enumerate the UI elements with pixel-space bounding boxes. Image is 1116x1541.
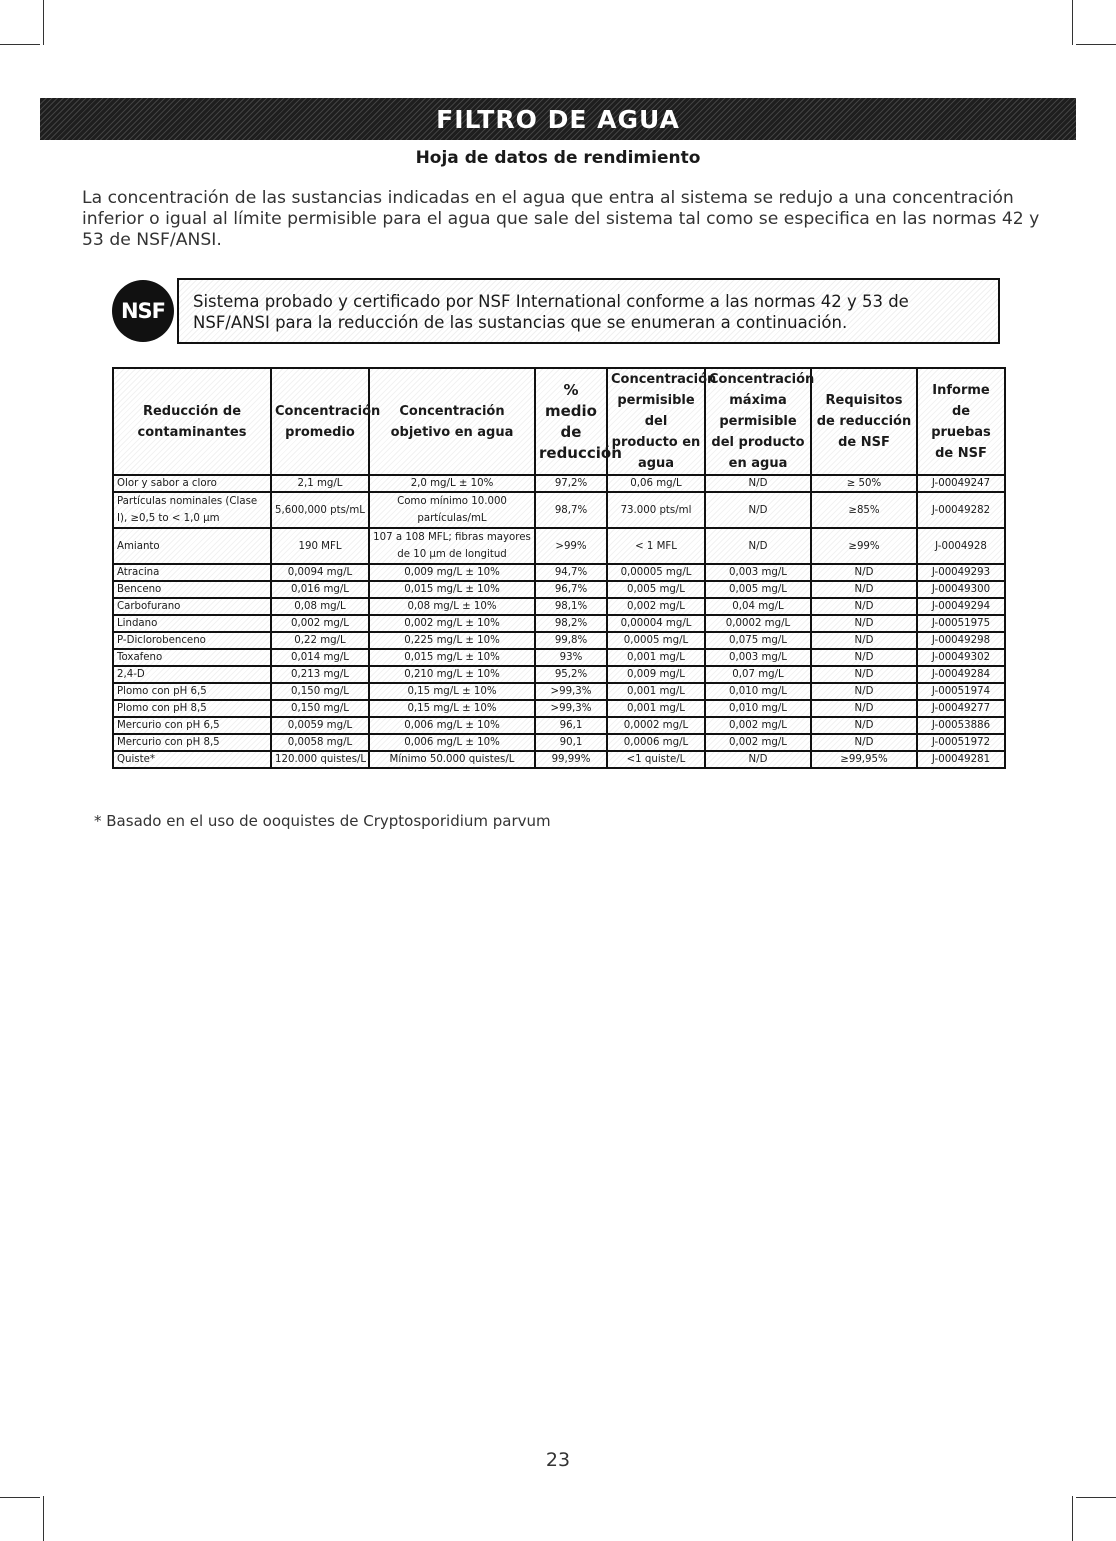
table-cell: 0,002 mg/L	[705, 717, 811, 734]
column-header: Requisitos de reducción de NSF	[811, 368, 917, 475]
table-cell: 0,002 mg/L	[607, 598, 705, 615]
table-cell: Benceno	[113, 581, 271, 598]
table-cell: 2,0 mg/L ± 10%	[369, 475, 535, 492]
table-cell: Partículas nominales (Clase I), ≥0,5 to < 1,0 µm	[113, 492, 271, 528]
table-cell: Olor y sabor a cloro	[113, 475, 271, 492]
table-cell: N/D	[811, 717, 917, 734]
table-cell: 0,006 mg/L ± 10%	[369, 734, 535, 751]
table-cell: J-00051974	[917, 683, 1005, 700]
table-cell: Atracina	[113, 564, 271, 581]
table-cell: 0,075 mg/L	[705, 632, 811, 649]
table-cell: 0,001 mg/L	[607, 649, 705, 666]
table-cell: 107 a 108 MFL; fibras mayores de 10 µm de longitud	[369, 528, 535, 564]
crop-mark-bottom-right-h	[1076, 1497, 1116, 1498]
table-cell: J-00049277	[917, 700, 1005, 717]
section-banner	[40, 98, 1076, 140]
table-row	[113, 717, 1005, 734]
table-cell: J-0004928	[917, 528, 1005, 564]
table-cell: 2,1 mg/L	[271, 475, 369, 492]
crop-mark-top-left-v	[43, 0, 44, 45]
column-header: Concentración permisible del producto en agua	[607, 368, 705, 475]
table-cell: 0,07 mg/L	[705, 666, 811, 683]
table-cell: 0,009 mg/L ± 10%	[369, 564, 535, 581]
table-cell: Lindano	[113, 615, 271, 632]
table-cell: J-00053886	[917, 717, 1005, 734]
table-row	[113, 492, 1005, 528]
table-cell: 0,005 mg/L	[705, 581, 811, 598]
table-row	[113, 615, 1005, 632]
table-cell: J-00049302	[917, 649, 1005, 666]
table-cell: J-00049247	[917, 475, 1005, 492]
table-cell: 93%	[535, 649, 607, 666]
table-cell: Mínimo 50.000 quistes/L	[369, 751, 535, 768]
table-cell: 0,015 mg/L ± 10%	[369, 649, 535, 666]
table-cell: 0,150 mg/L	[271, 700, 369, 717]
table-row	[113, 564, 1005, 581]
table-cell: 96,1	[535, 717, 607, 734]
table-cell: N/D	[811, 581, 917, 598]
table-cell: J-00049298	[917, 632, 1005, 649]
table-cell: 0,014 mg/L	[271, 649, 369, 666]
table-cell: Carbofurano	[113, 598, 271, 615]
crop-mark-top-right-v	[1072, 0, 1073, 45]
table-cell: 2,4-D	[113, 666, 271, 683]
table-cell: 5,600,000 pts/mL	[271, 492, 369, 528]
table-header-row	[113, 368, 1005, 475]
column-header: Concentración objetivo en agua	[369, 368, 535, 475]
table-row	[113, 475, 1005, 492]
table-cell: >99,3%	[535, 683, 607, 700]
table-cell: 0,002 mg/L ± 10%	[369, 615, 535, 632]
table-row	[113, 666, 1005, 683]
table-cell: 0,06 mg/L	[607, 475, 705, 492]
table-cell: 0,210 mg/L ± 10%	[369, 666, 535, 683]
table-cell: 96,7%	[535, 581, 607, 598]
table-cell: ≥99,95%	[811, 751, 917, 768]
table-cell: < 1 MFL	[607, 528, 705, 564]
table-cell: 0,213 mg/L	[271, 666, 369, 683]
table-row	[113, 700, 1005, 717]
certification-text: Sistema probado y certificado por NSF International conforme a las normas 42 y 53 de NSF/ANSI para la reducción de las sustancias que se enumeran a continuación.	[193, 292, 909, 332]
table-cell: >99,3%	[535, 700, 607, 717]
table-cell: 0,0002 mg/L	[705, 615, 811, 632]
table-cell: ≥85%	[811, 492, 917, 528]
table-cell: 0,001 mg/L	[607, 683, 705, 700]
table-cell: 0,002 mg/L	[271, 615, 369, 632]
table-cell: ≥99%	[811, 528, 917, 564]
table-cell: 0,005 mg/L	[607, 581, 705, 598]
table-cell: Amianto	[113, 528, 271, 564]
crop-mark-bottom-right-v	[1072, 1496, 1073, 1541]
table-cell: N/D	[705, 751, 811, 768]
table-cell: 0,150 mg/L	[271, 683, 369, 700]
table-row	[113, 581, 1005, 598]
table-cell: 120.000 quistes/L	[271, 751, 369, 768]
crop-mark-top-left-h	[0, 44, 40, 45]
table-cell: 0,225 mg/L ± 10%	[369, 632, 535, 649]
nsf-logo-text: NSF	[120, 299, 166, 323]
table-cell: <1 quiste/L	[607, 751, 705, 768]
table-cell: 0,010 mg/L	[705, 683, 811, 700]
table-cell: J-00049282	[917, 492, 1005, 528]
table-cell: N/D	[705, 475, 811, 492]
table-cell: J-00049300	[917, 581, 1005, 598]
table-cell: Plomo con pH 6,5	[113, 683, 271, 700]
table-cell: 0,0002 mg/L	[607, 717, 705, 734]
table-cell: 0,006 mg/L ± 10%	[369, 717, 535, 734]
table-cell: 95,2%	[535, 666, 607, 683]
table-cell: N/D	[705, 528, 811, 564]
table-cell: 0,003 mg/L	[705, 564, 811, 581]
table-cell: P-Diclorobenceno	[113, 632, 271, 649]
table-cell: 98,2%	[535, 615, 607, 632]
table-cell: N/D	[811, 666, 917, 683]
table-cell: 0,00004 mg/L	[607, 615, 705, 632]
table-cell: J-00049281	[917, 751, 1005, 768]
table-cell: 0,04 mg/L	[705, 598, 811, 615]
intro-paragraph: La concentración de las sustancias indicadas en el agua que entra al sistema se redujo a una concentración inferior o igual al límite permisible para el agua que sale del sistema tal como se especifica en las normas 42 y 53 de NSF/ANSI.	[82, 188, 1040, 250]
table-cell: 0,15 mg/L ± 10%	[369, 700, 535, 717]
table-cell: 90,1	[535, 734, 607, 751]
table-cell: Plomo con pH 8,5	[113, 700, 271, 717]
table-cell: 99,8%	[535, 632, 607, 649]
table-cell: Como mínimo 10.000 partículas/mL	[369, 492, 535, 528]
table-row	[113, 751, 1005, 768]
table-cell: N/D	[811, 564, 917, 581]
table-cell: N/D	[811, 615, 917, 632]
column-header: % medio de reducción	[535, 368, 607, 475]
table-cell: 0,016 mg/L	[271, 581, 369, 598]
table-cell: 0,22 mg/L	[271, 632, 369, 649]
table-cell: J-00051975	[917, 615, 1005, 632]
table-cell: 0,0094 mg/L	[271, 564, 369, 581]
table-cell: 0,001 mg/L	[607, 700, 705, 717]
table-cell: 99,99%	[535, 751, 607, 768]
table-cell: 0,0058 mg/L	[271, 734, 369, 751]
table-cell: N/D	[811, 632, 917, 649]
crop-mark-bottom-left-v	[43, 1496, 44, 1541]
table-cell: N/D	[811, 683, 917, 700]
table-cell: >99%	[535, 528, 607, 564]
column-header: Concentración promedio	[271, 368, 369, 475]
table-cell: N/D	[705, 492, 811, 528]
table-cell: 0,009 mg/L	[607, 666, 705, 683]
table-cell: 73.000 pts/ml	[607, 492, 705, 528]
table-row	[113, 632, 1005, 649]
table-cell: 94,7%	[535, 564, 607, 581]
page-number: 23	[545, 1449, 571, 1471]
table-cell: 0,00005 mg/L	[607, 564, 705, 581]
footnote: * Basado en el uso de ooquistes de Cryptosporidium parvum	[94, 812, 551, 830]
crop-mark-bottom-left-h	[0, 1497, 40, 1498]
column-header: Reducción de contaminantes	[113, 368, 271, 475]
table-cell: 97,2%	[535, 475, 607, 492]
table-cell: 190 MFL	[271, 528, 369, 564]
table-cell: 98,7%	[535, 492, 607, 528]
table-cell: N/D	[811, 734, 917, 751]
table-cell: Toxafeno	[113, 649, 271, 666]
table-cell: Quiste*	[113, 751, 271, 768]
column-header: Concentración máxima permisible del producto en agua	[705, 368, 811, 475]
certification-box	[177, 278, 1000, 344]
column-header: Informe de pruebas de NSF	[917, 368, 1005, 475]
table-cell: 0,08 mg/L ± 10%	[369, 598, 535, 615]
table-cell: 0,0059 mg/L	[271, 717, 369, 734]
table-cell: 0,15 mg/L ± 10%	[369, 683, 535, 700]
banner-title: FILTRO DE AGUA	[436, 104, 680, 134]
table-cell: Mercurio con pH 6,5	[113, 717, 271, 734]
performance-data-table	[112, 367, 1006, 769]
table-row	[113, 598, 1005, 615]
table-cell: J-00049284	[917, 666, 1005, 683]
table-cell: J-00051972	[917, 734, 1005, 751]
table-cell: J-00049293	[917, 564, 1005, 581]
table-cell: N/D	[811, 649, 917, 666]
crop-mark-top-right-h	[1076, 44, 1116, 45]
table-cell: Mercurio con pH 8,5	[113, 734, 271, 751]
table-cell: J-00049294	[917, 598, 1005, 615]
table-cell: ≥ 50%	[811, 475, 917, 492]
table-cell: 0,08 mg/L	[271, 598, 369, 615]
nsf-logo-icon	[112, 280, 174, 342]
table-row	[113, 683, 1005, 700]
table-row	[113, 734, 1005, 751]
table-cell: 0,003 mg/L	[705, 649, 811, 666]
table-cell: N/D	[811, 700, 917, 717]
table-cell: N/D	[811, 598, 917, 615]
table-cell: 98,1%	[535, 598, 607, 615]
table-cell: 0,010 mg/L	[705, 700, 811, 717]
table-cell: 0,0006 mg/L	[607, 734, 705, 751]
page-subtitle: Hoja de datos de rendimiento	[415, 148, 701, 168]
table-cell: 0,015 mg/L ± 10%	[369, 581, 535, 598]
table-cell: 0,0005 mg/L	[607, 632, 705, 649]
table-row	[113, 528, 1005, 564]
table-cell: 0,002 mg/L	[705, 734, 811, 751]
table-row	[113, 649, 1005, 666]
